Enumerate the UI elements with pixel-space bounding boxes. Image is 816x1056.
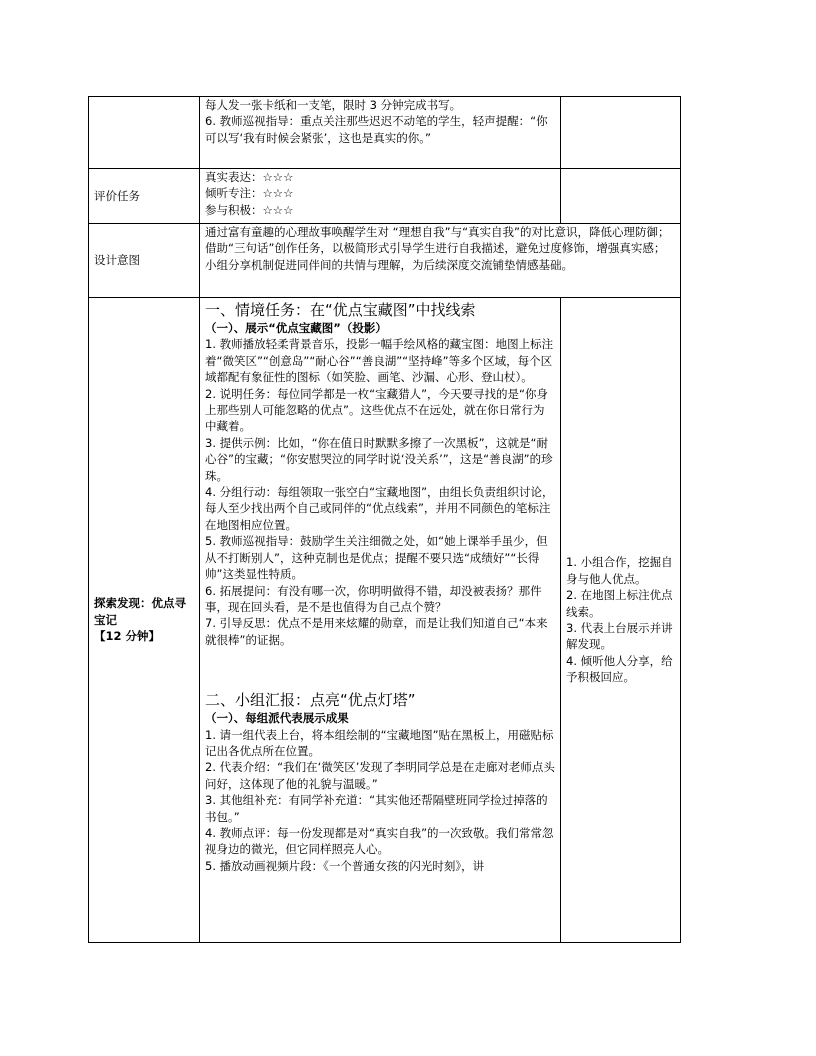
- table-row-design-intent: [89, 224, 681, 298]
- student-activity-item: 3. 代表上台展示并讲解发现。: [566, 621, 673, 652]
- section1-subtitle: （一）、展示“优点宝藏图”（投影）: [205, 321, 387, 335]
- section1-item: 5. 教师巡视指导：鼓励学生关注细微之处，如“她上课举手虽少，但从不打断别人”，这种克制也是优点；提醒不要只选“成绩好”“长得帅”这类显性特质。: [205, 534, 548, 582]
- table-row-evaluation: [89, 169, 681, 224]
- section-spacer: [205, 648, 555, 688]
- evaluation-activity-cell: [561, 169, 681, 224]
- table-row-exploration: [89, 298, 681, 943]
- design-intent-text: 通过富有童趣的心理故事唤醒学生对 “理想自我”与“真实自我”的对比意识，降低心理防御；借助“三句话”创作任务，以极简形式引导学生进行自我描述，避免过度修饰，增强真实感；小组分享机制促进同伴间的共情与理解，为后续深度交流铺垫情感基础。: [205, 225, 670, 272]
- section1-item: 2. 说明任务：每位同学都是一枚“宝藏猎人”，今天要寻找的是“你身上那些别人可能忽略的优点”。这些优点不在远处，就在你日常行为中藏着。: [205, 386, 548, 434]
- exploration-content-cell: [200, 298, 561, 943]
- student-activity-item: 4. 倾听他人分享，给予积极回应。: [566, 653, 673, 685]
- section2-item: 2. 代表介绍：“我们在‘微笑区’发现了李明同学总是在走廊对老师点头问好，这体现了他的礼貌与温暖。”: [205, 760, 555, 791]
- evaluation-label: 评价任务: [89, 169, 200, 224]
- exploration-label-time: 【12 分钟】: [94, 629, 161, 644]
- section2-item: 5. 播放动画视频片段：《一个普通女孩的闪光时刻》，讲: [205, 858, 485, 873]
- exploration-label-cell: [89, 298, 200, 943]
- section2-item: 1. 请一组代表上台，将本组绘制的“宝藏地图”贴在黑板上，用磁贴标记出各优点所在位置。: [205, 727, 554, 758]
- table-row-continuation: [89, 97, 681, 169]
- section1-item: 6. 拓展提问：有没有哪一次，你明明做得不错，却没被表扬？那件事，现在回头看，是不是也值得为自己点个赞？: [205, 583, 542, 614]
- student-activity-cell: [561, 298, 681, 943]
- section1-item: 3. 提供示例：比如，“你在值日时默默多擦了一次黑板”，这就是“耐心谷”的宝藏；“你安慰哭泣的同学时说‘没关系’”，这是“善良湖”的珍珠。: [205, 435, 553, 483]
- evaluation-content-cell: [200, 169, 561, 224]
- design-intent-content: [200, 224, 681, 298]
- student-activity-item: 1. 小组合作，挖掘自身与他人优点。: [566, 555, 673, 586]
- evaluation-line-2: 倾听专注：☆☆☆: [205, 186, 294, 201]
- section2-item: 4. 教师点评：每一份发现都是对“真实自我”的一次致敬。我们常常忽视身边的微光，但它同样照亮人心。: [205, 825, 554, 857]
- design-intent-label: 设计意图: [89, 224, 200, 298]
- section1-item: 1. 教师播放轻柔背景音乐，投影一幅手绘风格的藏宝图：地图上标注着“微笑区”“创意岛”“耐心谷”“善良湖”“坚持峰”等多个区域，每个区域都配有象征性的图标（如笑脸、画笔、沙漏、心形、登山杖）。: [205, 337, 554, 385]
- row1-activity-cell: [561, 97, 681, 169]
- row1-line-1: 每人发一张卡纸和一支笔，限时 3 分钟完成书写。: [205, 98, 462, 112]
- row1-line-2: 6. 教师巡视指导：重点关注那些迟迟不动笔的学生，轻声提醒：“你可以写‘我有时候会紧张’，这也是真实的你。”: [205, 114, 548, 145]
- exploration-label-title: 探索发现：优点寻宝记: [94, 596, 186, 627]
- row1-label-cell: [89, 97, 200, 169]
- section2-subtitle: （一）、每组派代表展示成果: [205, 711, 349, 726]
- section1-item: 7. 引导反思：优点不是用来炫耀的勋章，而是让我们知道自己“本来就很棒”的证据。: [205, 616, 548, 647]
- row1-content-cell: [200, 97, 561, 169]
- section1-title: 一、情境任务：在“优点宝藏图”中找线索: [205, 301, 476, 319]
- student-activity-item: 2. 在地图上标注优点线索。: [566, 588, 673, 619]
- section2-title: 二、小组汇报：点亮“优点灯塔”: [205, 691, 416, 710]
- section2-item: 3. 其他组补充：有同学补充道：“其实他还帮隔壁班同学捡过掉落的书包。”: [205, 793, 548, 824]
- lesson-plan-table: [88, 96, 681, 943]
- evaluation-line-3: 参与积极：☆☆☆: [205, 202, 294, 217]
- section1-item: 4. 分组行动：每组领取一张空白“宝藏地图”，由组长负责组织讨论，每人至少找出两个自己或同伴的“优点线索”，并用不同颜色的笔标注在地图相应位置。: [205, 485, 554, 532]
- evaluation-line-1: 真实表达：☆☆☆: [205, 170, 294, 184]
